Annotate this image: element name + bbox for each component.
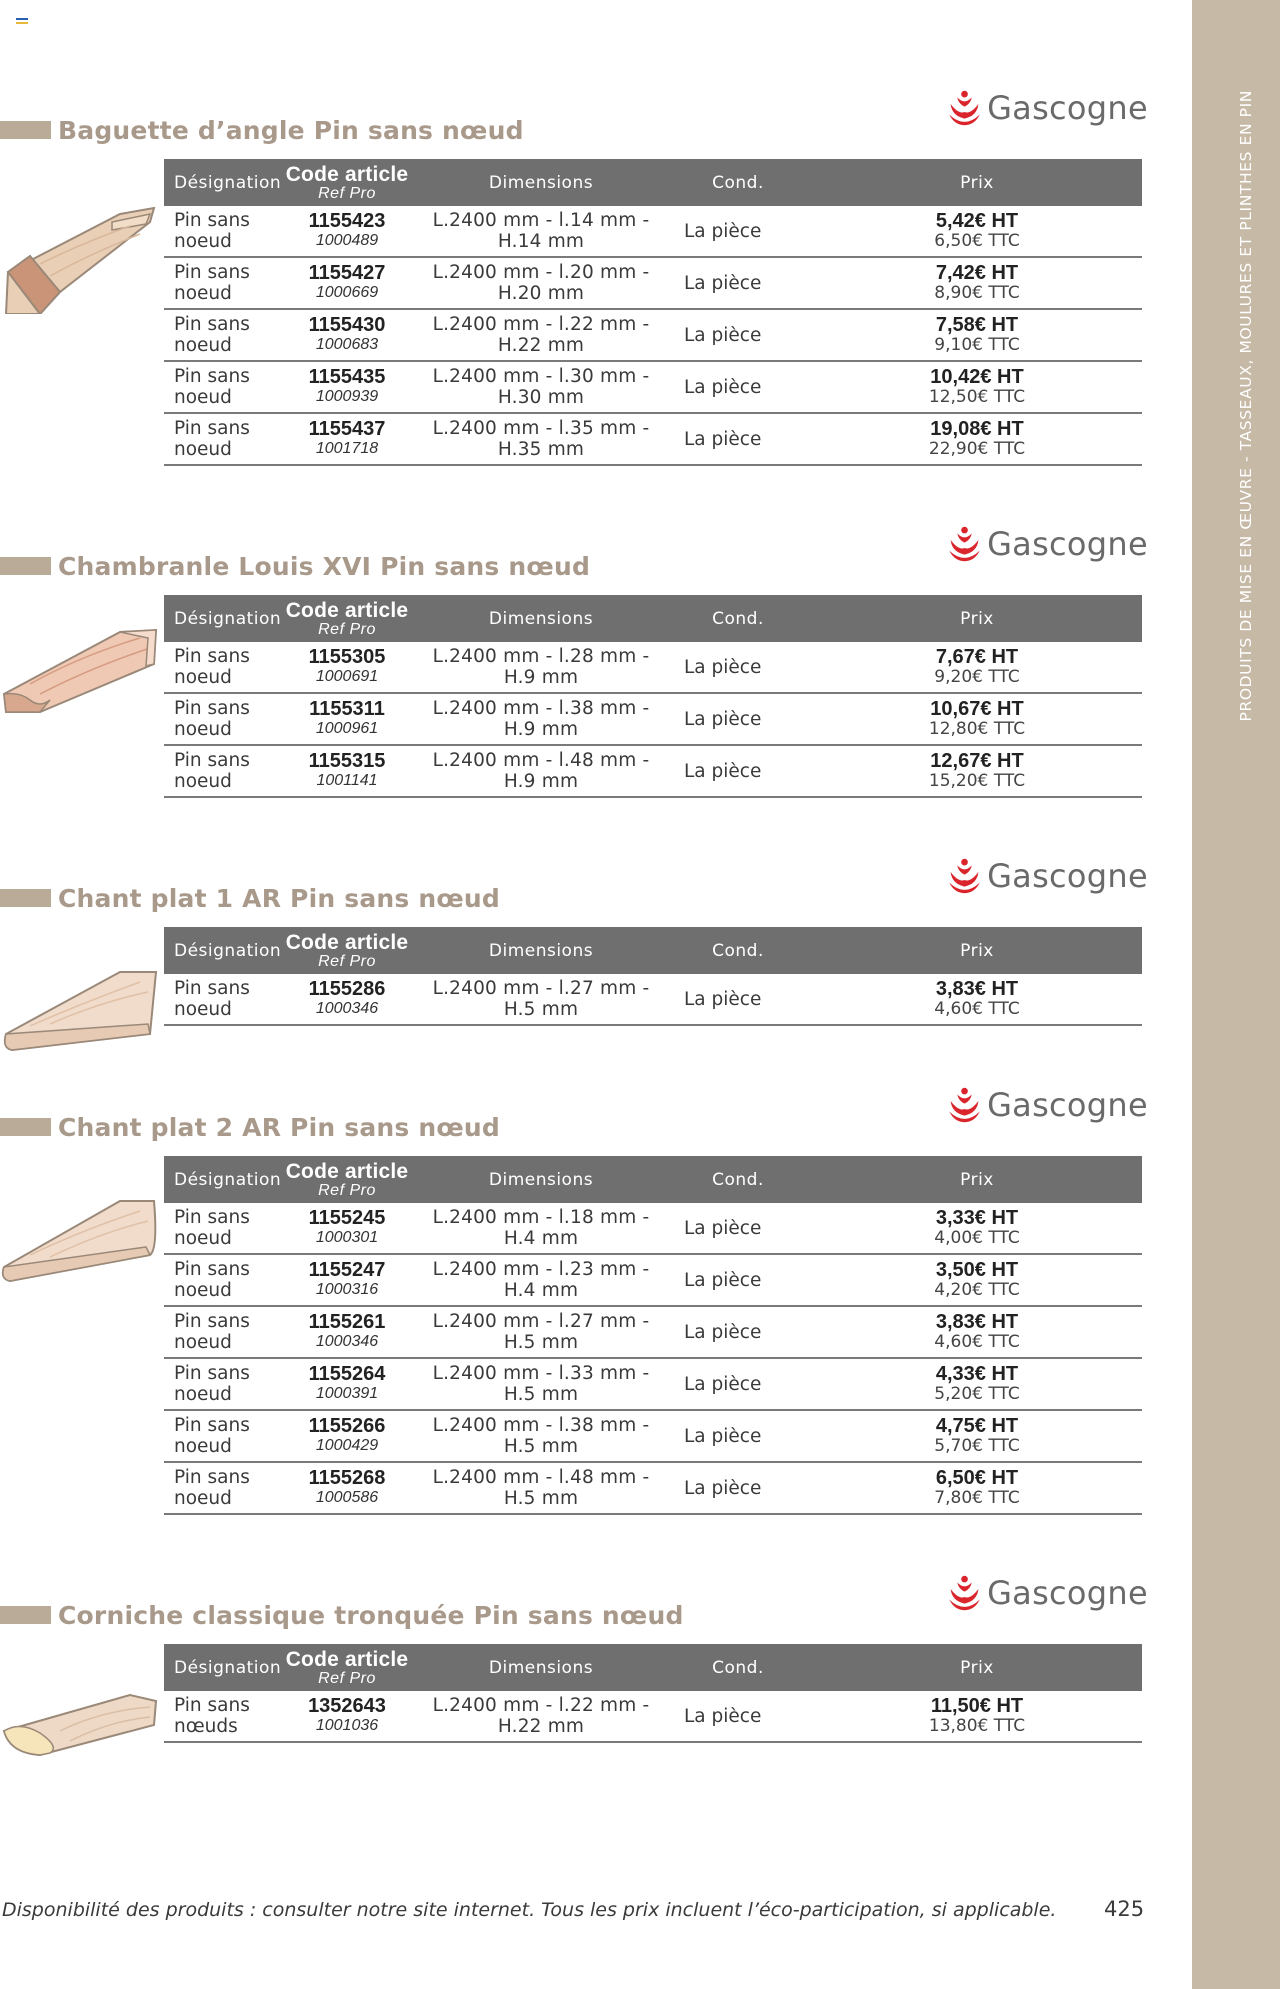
conditioning: La pièce — [664, 642, 812, 693]
conditioning: La pièce — [664, 1691, 812, 1742]
table-row — [164, 413, 1142, 465]
col-designation: Désignation — [164, 1644, 276, 1691]
ref-pro: 1000489 — [315, 232, 379, 249]
price-cell — [812, 309, 1142, 361]
price-ht: 7,42€ HT — [935, 262, 1019, 284]
section-bar — [0, 1118, 51, 1136]
price-ttc: 7,80€ TTC — [934, 1488, 1020, 1508]
conditioning: La pièce — [664, 745, 812, 797]
product-table — [164, 595, 1142, 798]
price-ht: 7,58€ HT — [935, 314, 1019, 336]
col-cond: Cond. — [664, 595, 812, 642]
section-title: Corniche classique tronquée Pin sans nœud — [58, 1600, 684, 1630]
price-cell — [812, 1358, 1142, 1410]
table-row — [164, 1410, 1142, 1462]
price-ttc: 12,50€ TTC — [928, 387, 1026, 407]
price-cell — [812, 974, 1142, 1025]
section-bar — [0, 557, 51, 575]
price-ht: 4,75€ HT — [935, 1415, 1019, 1437]
price-ht: 3,83€ HT — [935, 1311, 1019, 1333]
conditioning: La pièce — [664, 1358, 812, 1410]
code-cell — [276, 1462, 418, 1514]
brand-logo — [948, 78, 1148, 138]
ref-pro: 1000961 — [315, 720, 379, 737]
conditioning: La pièce — [664, 1462, 812, 1514]
designation: Pin sans noeud — [164, 1254, 276, 1306]
table-row — [164, 1358, 1142, 1410]
price-ht: 3,50€ HT — [935, 1259, 1019, 1281]
ref-pro: 1000391 — [315, 1385, 379, 1402]
section-title-wrap — [0, 882, 500, 914]
gascogne-flower-icon — [948, 1565, 981, 1621]
brand-logo — [948, 1563, 1148, 1623]
conditioning: La pièce — [664, 1410, 812, 1462]
sidebar-title: PRODUITS DE MISE EN ŒUVRE - TASSEAUX, MOULURES ET PLINTHES EN PIN — [1237, 90, 1255, 722]
table-row — [164, 745, 1142, 797]
code-cell — [276, 1203, 418, 1254]
col-code: Code article Ref Pro — [276, 1156, 418, 1203]
product-table — [164, 927, 1142, 1026]
code-cell — [276, 1358, 418, 1410]
price-ttc: 4,00€ TTC — [934, 1228, 1020, 1248]
section-bar — [0, 1606, 51, 1624]
price-ttc: 12,80€ TTC — [928, 719, 1026, 739]
table-header — [164, 159, 1142, 206]
table-row — [164, 206, 1142, 257]
article-code: 1155427 — [308, 262, 386, 284]
col-cond: Cond. — [664, 927, 812, 974]
table-header — [164, 1644, 1142, 1691]
dimensions: L.2400 mm - l.38 mm - H.5 mm — [418, 1410, 664, 1462]
price-cell — [812, 361, 1142, 413]
col-cond: Cond. — [664, 1644, 812, 1691]
code-cell — [276, 1410, 418, 1462]
dimensions: L.2400 mm - l.20 mm - H.20 mm — [418, 257, 664, 309]
table-row — [164, 974, 1142, 1025]
designation: Pin sans noeud — [164, 1203, 276, 1254]
section-bar — [0, 889, 51, 907]
dimensions: L.2400 mm - l.14 mm - H.14 mm — [418, 206, 664, 257]
price-cell — [812, 413, 1142, 465]
price-ht: 10,42€ HT — [930, 366, 1024, 388]
designation: Pin sans noeud — [164, 1306, 276, 1358]
article-code: 1155247 — [308, 1259, 386, 1281]
article-code: 1155423 — [308, 210, 386, 232]
dimensions: L.2400 mm - l.27 mm - H.5 mm — [418, 1306, 664, 1358]
code-cell — [276, 1254, 418, 1306]
code-cell — [276, 642, 418, 693]
conditioning: La pièce — [664, 309, 812, 361]
price-ttc: 5,20€ TTC — [934, 1384, 1020, 1404]
table-row — [164, 1203, 1142, 1254]
col-price: Prix — [812, 1644, 1142, 1691]
table-row — [164, 1254, 1142, 1306]
designation: Pin sans noeud — [164, 1358, 276, 1410]
table-row — [164, 1462, 1142, 1514]
chant-plat-2ar-profile-image — [0, 1195, 160, 1285]
brand-logo — [948, 514, 1148, 574]
col-price: Prix — [812, 159, 1142, 206]
conditioning: La pièce — [664, 361, 812, 413]
section-title-wrap — [0, 550, 590, 582]
dimensions: L.2400 mm - l.35 mm - H.35 mm — [418, 413, 664, 465]
price-cell — [812, 1691, 1142, 1742]
brand-name: Gascogne — [987, 525, 1148, 563]
designation: Pin sans noeud — [164, 1410, 276, 1462]
price-ttc: 22,90€ TTC — [928, 439, 1026, 459]
designation: Pin sans nœuds — [164, 1691, 276, 1742]
price-ttc: 9,10€ TTC — [934, 335, 1020, 355]
designation: Pin sans noeud — [164, 745, 276, 797]
table-row — [164, 1306, 1142, 1358]
price-cell — [812, 745, 1142, 797]
designation: Pin sans noeud — [164, 413, 276, 465]
product-table — [164, 1644, 1142, 1743]
brand-name: Gascogne — [987, 1574, 1148, 1612]
designation: Pin sans noeud — [164, 693, 276, 745]
price-ttc: 15,20€ TTC — [928, 771, 1026, 791]
section-title: Chant plat 1 AR Pin sans nœud — [58, 883, 501, 913]
chant-plat-1ar-profile-image — [0, 964, 160, 1054]
table-row — [164, 642, 1142, 693]
table-row — [164, 309, 1142, 361]
section-title-wrap — [0, 1111, 500, 1143]
conditioning: La pièce — [664, 257, 812, 309]
code-cell — [276, 309, 418, 361]
page-number: 425 — [1104, 1897, 1145, 1921]
col-designation: Désignation — [164, 927, 276, 974]
article-code: 1155311 — [309, 698, 385, 720]
ref-pro: 1001036 — [315, 1717, 379, 1734]
corniche-profile-image — [0, 1691, 160, 1761]
price-ht: 3,33€ HT — [935, 1207, 1019, 1229]
product-table — [164, 159, 1142, 466]
gascogne-flower-icon — [948, 516, 981, 572]
conditioning: La pièce — [664, 1306, 812, 1358]
col-dimensions: Dimensions — [418, 595, 664, 642]
designation: Pin sans noeud — [164, 361, 276, 413]
ref-pro: 1000429 — [315, 1437, 379, 1454]
ref-pro: 1000669 — [315, 284, 379, 301]
designation: Pin sans noeud — [164, 309, 276, 361]
designation: Pin sans noeud — [164, 974, 276, 1025]
table-header — [164, 927, 1142, 974]
col-dimensions: Dimensions — [418, 1644, 664, 1691]
table-header — [164, 1156, 1142, 1203]
price-ht: 11,50€ HT — [930, 1695, 1024, 1717]
article-code: 1155305 — [308, 646, 386, 668]
brand-logo — [948, 846, 1148, 906]
price-ht: 10,67€ HT — [930, 698, 1024, 720]
article-code: 1155286 — [308, 978, 386, 1000]
code-cell — [276, 206, 418, 257]
price-ht: 12,67€ HT — [930, 750, 1024, 772]
price-cell — [812, 1254, 1142, 1306]
dimensions: L.2400 mm - l.30 mm - H.30 mm — [418, 361, 664, 413]
col-cond: Cond. — [664, 159, 812, 206]
col-dimensions: Dimensions — [418, 927, 664, 974]
col-price: Prix — [812, 1156, 1142, 1203]
dimensions: L.2400 mm - l.38 mm - H.9 mm — [418, 693, 664, 745]
section-title: Chant plat 2 AR Pin sans nœud — [58, 1112, 501, 1142]
ref-pro: 1001141 — [316, 772, 378, 789]
price-ttc: 5,70€ TTC — [934, 1436, 1020, 1456]
conditioning: La pièce — [664, 206, 812, 257]
price-ht: 4,33€ HT — [935, 1363, 1019, 1385]
chambranle-profile-image — [0, 624, 160, 714]
code-cell — [276, 1691, 418, 1742]
price-ttc: 9,20€ TTC — [934, 667, 1020, 687]
col-dimensions: Dimensions — [418, 159, 664, 206]
col-cond: Cond. — [664, 1156, 812, 1203]
code-cell — [276, 413, 418, 465]
price-ttc: 13,80€ TTC — [928, 1716, 1026, 1736]
ref-pro: 1000346 — [315, 1000, 379, 1017]
price-ht: 19,08€ HT — [930, 418, 1024, 440]
col-dimensions: Dimensions — [418, 1156, 664, 1203]
price-cell — [812, 1203, 1142, 1254]
price-ttc: 4,60€ TTC — [934, 999, 1020, 1019]
gascogne-flower-icon — [948, 1077, 981, 1133]
dimensions: L.2400 mm - l.23 mm - H.4 mm — [418, 1254, 664, 1306]
ref-pro: 1000691 — [315, 668, 379, 685]
table-row — [164, 361, 1142, 413]
article-code: 1155430 — [308, 314, 386, 336]
gascogne-flower-icon — [948, 80, 981, 136]
ref-pro: 1000316 — [315, 1281, 379, 1298]
dimensions: L.2400 mm - l.48 mm - H.5 mm — [418, 1462, 664, 1514]
price-ttc: 6,50€ TTC — [934, 231, 1020, 251]
dimensions: L.2400 mm - l.33 mm - H.5 mm — [418, 1358, 664, 1410]
baguette-angle-profile-image — [0, 164, 160, 314]
brand-name: Gascogne — [987, 89, 1148, 127]
ref-pro: 1000683 — [315, 336, 379, 353]
price-ht: 3,83€ HT — [935, 978, 1019, 1000]
price-ht: 6,50€ HT — [935, 1467, 1019, 1489]
designation: Pin sans noeud — [164, 642, 276, 693]
table-row — [164, 257, 1142, 309]
conditioning: La pièce — [664, 974, 812, 1025]
code-cell — [276, 745, 418, 797]
col-price: Prix — [812, 927, 1142, 974]
price-ttc: 8,90€ TTC — [934, 283, 1020, 303]
section-title-wrap — [0, 114, 524, 146]
conditioning: La pièce — [664, 1203, 812, 1254]
table-row — [164, 693, 1142, 745]
designation: Pin sans noeud — [164, 1462, 276, 1514]
article-code: 1155266 — [308, 1415, 386, 1437]
article-code: 1155315 — [308, 750, 386, 772]
ref-pro: 1000586 — [315, 1489, 379, 1506]
col-price: Prix — [812, 595, 1142, 642]
ref-pro: 1000939 — [315, 388, 379, 405]
table-header — [164, 595, 1142, 642]
ref-pro: 1001718 — [315, 440, 379, 457]
col-designation: Désignation — [164, 159, 276, 206]
section-title: Baguette d’angle Pin sans nœud — [58, 115, 524, 145]
col-code: Code article Ref Pro — [276, 1644, 418, 1691]
section-bar — [0, 121, 51, 139]
col-designation: Désignation — [164, 1156, 276, 1203]
price-cell — [812, 1462, 1142, 1514]
dimensions: L.2400 mm - l.18 mm - H.4 mm — [418, 1203, 664, 1254]
code-cell — [276, 693, 418, 745]
ref-pro: 1000301 — [315, 1229, 379, 1246]
conditioning: La pièce — [664, 413, 812, 465]
sidebar-band — [1192, 0, 1280, 1989]
article-code: 1155245 — [308, 1207, 386, 1229]
menu-icon — [16, 18, 28, 26]
designation: Pin sans noeud — [164, 257, 276, 309]
product-table — [164, 1156, 1142, 1515]
col-code: Code article Ref Pro — [276, 159, 418, 206]
col-code: Code article Ref Pro — [276, 927, 418, 974]
article-code: 1155437 — [308, 418, 386, 440]
designation: Pin sans noeud — [164, 206, 276, 257]
price-ttc: 4,20€ TTC — [934, 1280, 1020, 1300]
price-cell — [812, 693, 1142, 745]
dimensions: L.2400 mm - l.22 mm - H.22 mm — [418, 309, 664, 361]
price-ht: 5,42€ HT — [935, 210, 1019, 232]
conditioning: La pièce — [664, 1254, 812, 1306]
article-code: 1155268 — [308, 1467, 386, 1489]
price-cell — [812, 642, 1142, 693]
brand-logo — [948, 1075, 1148, 1135]
article-code: 1155264 — [308, 1363, 386, 1385]
code-cell — [276, 1306, 418, 1358]
ref-pro: 1000346 — [315, 1333, 379, 1350]
gascogne-flower-icon — [948, 848, 981, 904]
brand-name: Gascogne — [987, 857, 1148, 895]
conditioning: La pièce — [664, 693, 812, 745]
code-cell — [276, 974, 418, 1025]
table-row — [164, 1691, 1142, 1742]
brand-name: Gascogne — [987, 1086, 1148, 1124]
dimensions: L.2400 mm - l.27 mm - H.5 mm — [418, 974, 664, 1025]
section-title-wrap — [0, 1599, 684, 1631]
code-cell — [276, 361, 418, 413]
price-ttc: 4,60€ TTC — [934, 1332, 1020, 1352]
price-cell — [812, 1306, 1142, 1358]
dimensions: L.2400 mm - l.48 mm - H.9 mm — [418, 745, 664, 797]
dimensions: L.2400 mm - l.22 mm - H.22 mm — [418, 1691, 664, 1742]
price-cell — [812, 1410, 1142, 1462]
article-code: 1352643 — [308, 1695, 386, 1717]
col-code: Code article Ref Pro — [276, 595, 418, 642]
price-cell — [812, 206, 1142, 257]
dimensions: L.2400 mm - l.28 mm - H.9 mm — [418, 642, 664, 693]
price-ht: 7,67€ HT — [935, 646, 1019, 668]
article-code: 1155435 — [308, 366, 386, 388]
article-code: 1155261 — [308, 1311, 386, 1333]
price-cell — [812, 257, 1142, 309]
availability-note: Disponibilité des produits : consulter notre site internet. Tous les prix incluent l’éco-participation, si applicable. — [2, 1899, 1057, 1921]
col-designation: Désignation — [164, 595, 276, 642]
section-title: Chambranle Louis XVI Pin sans nœud — [58, 551, 591, 581]
code-cell — [276, 257, 418, 309]
